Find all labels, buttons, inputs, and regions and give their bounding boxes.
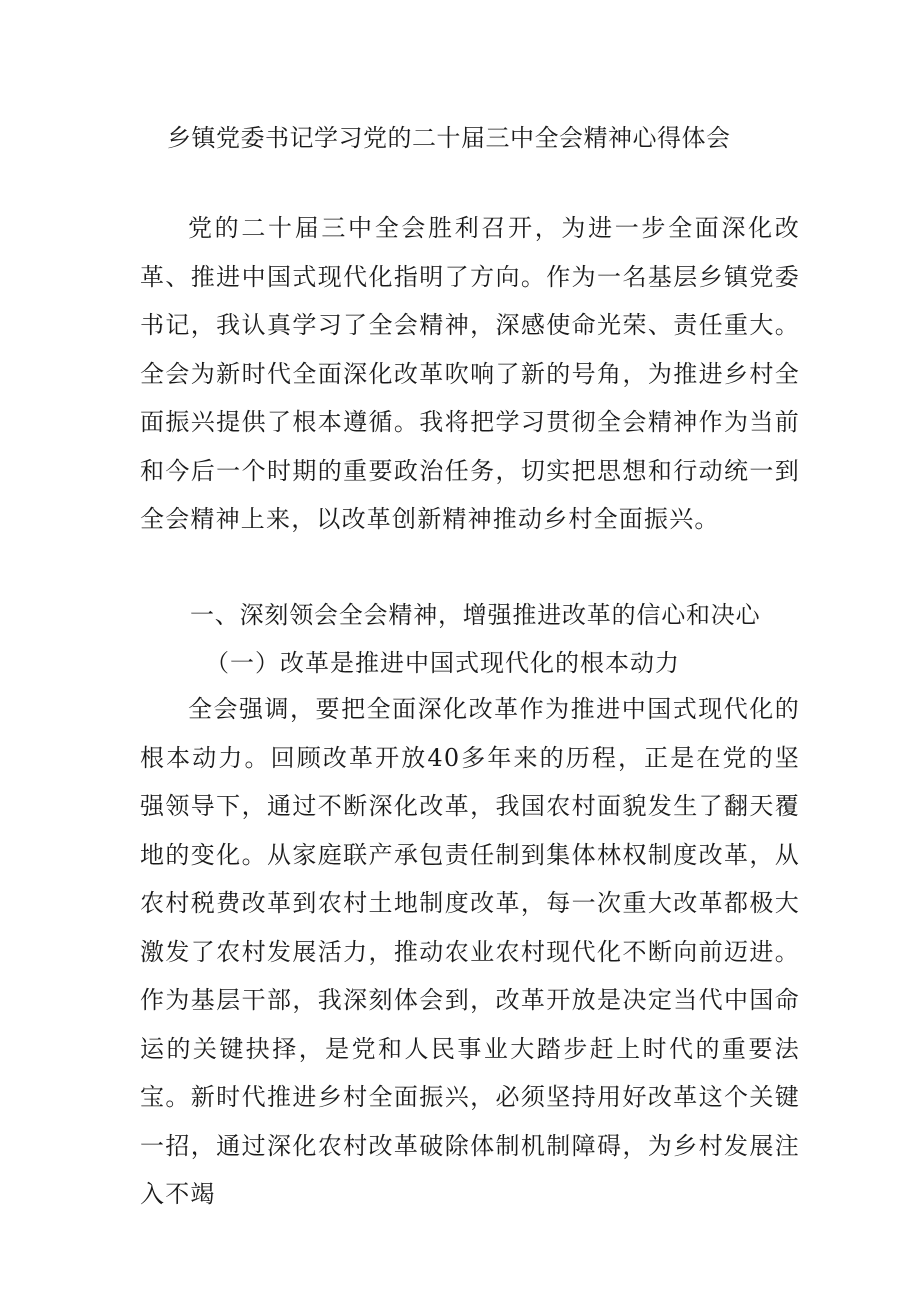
subsection-paragraph: 全会强调，要把全面深化改革作为推进中国式现代化的根本动力。回顾改革开放40多年来的历程，正是在党的坚强领导下，通过不断深化改革，我国农村面貌发生了翻天覆地的变化。从家庭联产承包责任制到集体林权制度改革，从农村税费改革到农村土地制度改革，每一次重大改革都极大激发了农村发展活力，推动农业农村现代化不断向前迈进。作为基层干部，我深刻体会到，改革开放是决定当代中国命运的关键抉择，是党和人民事业大踏步赶上时代的重要法宝。新时代推进乡村全面振兴，必须坚持用好改革这个关键一招，通过深化农村改革破除体制机制障碍，为乡村发展注入不竭 bbox=[140, 695, 800, 1208]
intro-paragraph: 党的二十届三中全会胜利召开，为进一步全面深化改革、推进中国式现代化指明了方向。作为一名基层乡镇党委书记，我认真学习了全会精神，深感使命光荣、责任重大。全会为新时代全面深化改革吹响了新的号角，为推进乡村全面振兴提供了根本遵循。我将把学习贯彻全会精神作为当前和今后一个时期的重要政治任务，切实把思想和行动统一到全会精神上来，以改革创新精神推动乡村全面振兴。 bbox=[140, 214, 800, 533]
subsection-heading: （一）改革是推进中国式现代化的根本动力 bbox=[205, 649, 680, 677]
document-title: 乡镇党委书记学习党的二十届三中全会精神心得体会 bbox=[167, 124, 731, 152]
section-heading: 一、深刻领会全会精神，增强推进改革的信心和决心 bbox=[190, 601, 761, 629]
